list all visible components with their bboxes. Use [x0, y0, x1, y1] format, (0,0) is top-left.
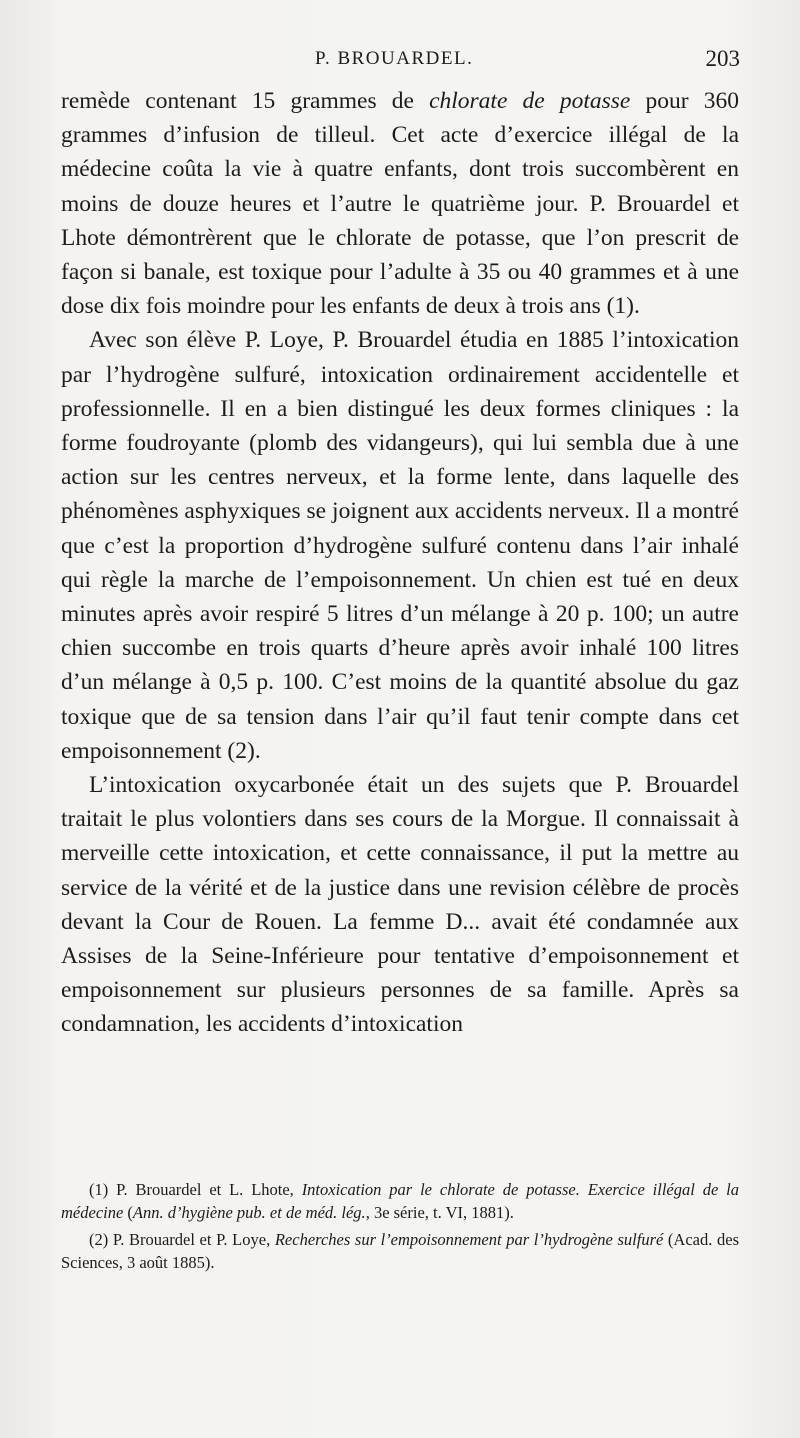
- page-number: 203: [705, 46, 740, 71]
- paragraph-intoxication-oxycarbonee: L’intoxication oxycarbonée était un des sujets que P. Brouardel traitait le plus volontiers dans ses cours de la Morgue. Il connaissait à merveille cette intoxication, et cette connaissance, il put la mettre au service de la vérité et de la justice dans une revision célèbre de procès devant la Cour de Rouen. La femme D... avait été condamnée aux Assises de la Seine-Inférieure pour tentative d’empoisonnement et empoisonnement sur plusieurs personnes de sa famille. Après sa condamnation, les accidents d’intoxication: [61, 772, 739, 1038]
- footnote-2-authors: (2) P. Brouardel et P. Loye,: [89, 1230, 275, 1249]
- paragraph-chlorate-italic-term: chlorate de potasse: [429, 88, 631, 114]
- footnote-2-reference: (Acad. des Sciences, 3 août 1885).: [61, 1230, 739, 1272]
- paragraph-hydrogene-sulfure: Avec son élève P. Loye, P. Brouardel étudia en 1885 l’intoxication par l’hydrogène sulfuré, intoxication ordinairement accidentelle et professionnelle. Il en a bien distingué les deux formes cliniques : la forme foudroyante (plomb des vidangeurs), qui lui sembla due à une action sur les centres nerveux, et la forme lente, dans laquelle des phénomènes asphyxiques se joignent aux accidents nerveux. Il a montré que c’est la proportion d’hydrogène sulfuré contenu dans l’air inhalé qui règle la marche de l’empoisonnement. Un chien est tué en deux minutes après avoir respiré 5 litres d’un mélange à 20 p. 100; un autre chien succombe en trois quarts d’heure après avoir inhalé 100 litres d’un mélange à 0,5 p. 100. C’est moins de la quantité absolue du gaz toxique que de sa tension dans l’air qu’il faut tenir compte dans cet empoisonnement (2).: [61, 327, 739, 764]
- footnote-2-title: Recherches sur l’empoisonnement par l’hydrogène sulfuré: [274, 1230, 664, 1249]
- footnote-2: [61, 1228, 739, 1274]
- body-text: [61, 84, 739, 1042]
- running-title: P. BROUARDEL.: [315, 48, 474, 69]
- running-head: [60, 46, 740, 76]
- paragraph-chlorate-part-2: pour 360 grammes d’infusion de tilleul. Cet acte d’exercice illégal de la médecine coûta la vie à quatre enfants, dont trois succombèrent en moins de douze heures et l’autre le quatrième jour. P. Brouardel et Lhote démontrèrent que le chlorate de potasse, que l’on prescrit de façon si banale, est toxique pour l’adulte à 35 ou 40 grammes et à une dose dix fois moindre pour les enfants de deux à trois ans (1).: [61, 88, 739, 320]
- footnote-1-paren: (: [123, 1203, 133, 1222]
- paragraph-chlorate-part-1: remède contenant 15 grammes de: [61, 88, 430, 114]
- footnotes: [61, 1178, 739, 1274]
- footnote-1-title: Intoxication par le chlorate de potasse. Exercice illégal de la médecine: [61, 1180, 739, 1222]
- paragraph-chlorate: [61, 84, 739, 323]
- footnote-1: [61, 1178, 739, 1224]
- footnote-1-authors: (1) P. Brouardel et L. Lhote,: [89, 1180, 302, 1199]
- footnote-1-reference: , 3e série, t. VI, 1881).: [365, 1203, 514, 1222]
- footnote-1-journal: Ann. d’hygiène pub. et de méd. lég.: [132, 1203, 366, 1222]
